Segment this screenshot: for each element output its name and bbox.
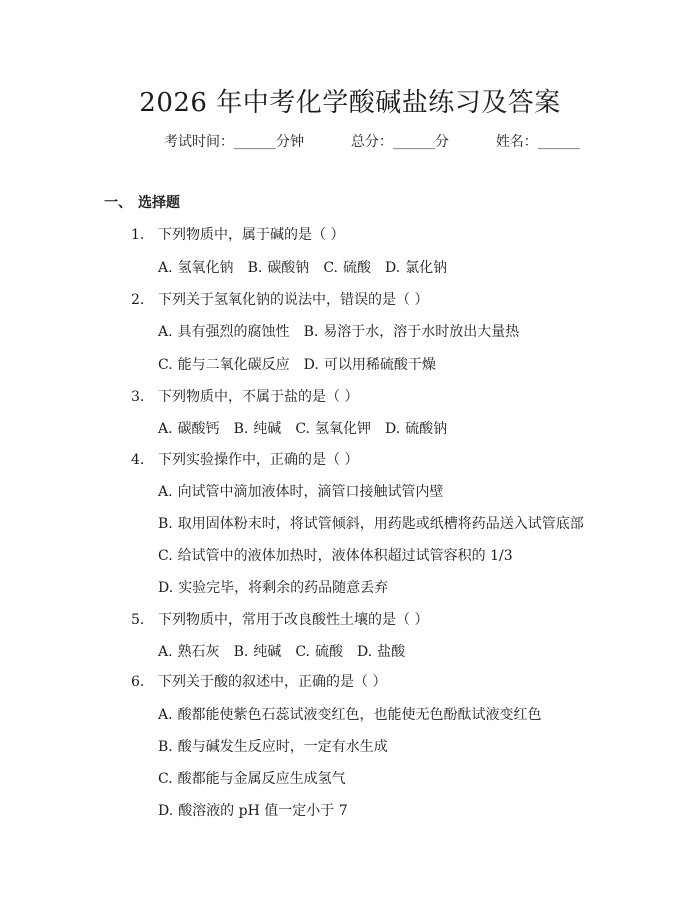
option-label: C. [295,644,310,660]
answer-option[interactable] [158,357,290,373]
option-label: C. [295,421,310,437]
option-row [158,321,519,341]
answer-option[interactable] [158,421,220,437]
exam-time-field: 考试时间：______分钟 [164,134,304,150]
section-heading [104,192,180,212]
option-label: C. [158,548,173,564]
option-text: 盐酸 [377,644,406,660]
option-label: A. [158,484,173,500]
option-text: 硫酸 [314,644,343,660]
option-text: 酸与碱发生反应时，一定有水生成 [177,739,388,755]
option-label: D. [158,803,174,819]
answer-option[interactable] [158,324,290,340]
question-stem [131,449,358,469]
answer-option[interactable] [158,484,444,500]
option-text: 酸都能使紫色石蕊试液变红色，也能使无色酚酞试液变红色 [177,707,542,723]
option-row [158,704,542,724]
option-row [158,641,405,661]
answer-option[interactable] [158,260,234,276]
option-text: 熟石灰 [177,644,220,660]
section-number: 一、 [104,195,132,211]
answer-option[interactable] [357,644,405,660]
option-label: D. [158,580,174,596]
question-text: 下列物质中，不属于盐的是（ ） [158,389,359,405]
option-text: 碳酸钙 [177,421,220,437]
student-name-field: 姓名：______ [495,134,580,150]
option-text: 可以用稀硫酸干燥 [323,357,436,373]
answer-option[interactable] [158,739,388,755]
option-label: D. [356,644,373,660]
option-text: 酸都能与金属反应生成氢气 [177,771,346,787]
option-label: B. [233,644,249,660]
question-number: 2. [131,292,145,308]
option-label: C. [323,260,338,276]
answer-option[interactable] [304,357,436,373]
answer-option[interactable] [234,421,282,437]
option-label: B. [247,260,263,276]
option-row [158,768,346,788]
option-text: 实验完毕，将剩余的药品随意丢弃 [178,580,389,596]
option-text: 酸溶液的 pH 值一定小于 7 [178,803,348,819]
answer-option[interactable] [295,644,343,660]
option-row [158,418,447,438]
section-title: 选择题 [138,195,180,211]
exam-info [164,131,580,151]
option-text: 取用固体粉末时，将试管倾斜，用药匙或纸槽将药品送入试管底部 [177,516,584,532]
question-number: 1. [131,227,145,243]
option-text: 氯化钠 [405,260,448,276]
option-text: 纯碱 [253,421,282,437]
option-text: 具有强烈的腐蚀性 [177,324,290,340]
option-row [158,257,447,277]
question-number: 5. [131,612,145,628]
question-text: 下列关于酸的叙述中，正确的是（ ） [158,674,387,690]
question-stem [131,671,386,691]
option-text: 碳酸钠 [267,260,310,276]
option-text: 硫酸钠 [405,421,448,437]
answer-option[interactable] [304,324,520,340]
option-text: 纯碱 [253,644,282,660]
question-number: 6. [131,674,145,690]
answer-option[interactable] [158,548,513,564]
answer-option[interactable] [323,260,371,276]
option-label: A. [158,644,173,660]
option-text: 氢氧化钾 [314,421,371,437]
option-text: 氢氧化钠 [177,260,234,276]
question-stem [131,386,358,406]
answer-option[interactable] [295,421,371,437]
question-stem [131,609,428,629]
option-label: A. [158,707,173,723]
option-label: A. [158,324,173,340]
answer-option[interactable] [158,644,220,660]
answer-option[interactable] [385,421,447,437]
option-label: A. [158,421,173,437]
option-label: D. [384,260,401,276]
total-score-field: 总分：______分 [350,134,449,150]
answer-option[interactable] [158,580,388,596]
answer-option[interactable] [385,260,447,276]
question-stem [131,289,428,309]
answer-option[interactable] [158,803,348,819]
option-text: 能与二氧化碳反应 [177,357,290,373]
option-text: 易溶于水，溶于水时放出大量热 [323,324,520,340]
option-row [158,513,584,533]
page-title: 2026 年中考化学酸碱盐练习及答案 [139,88,561,118]
answer-option[interactable] [234,644,282,660]
option-text: 硫酸 [342,260,371,276]
option-text: 向试管中滴加液体时，滴管口接触试管内壁 [177,484,444,500]
option-row [158,800,348,820]
option-label: A. [158,260,173,276]
question-text: 下列物质中，常用于改良酸性土壤的是（ ） [158,612,429,628]
answer-option[interactable] [158,707,542,723]
option-row [158,577,388,597]
option-text: 给试管中的液体加热时，液体体积超过试管容积的 1/3 [177,548,513,564]
answer-option[interactable] [158,771,346,787]
option-label: D. [303,357,319,373]
question-number: 3. [131,389,145,405]
option-row [158,481,444,501]
option-label: B. [303,324,319,340]
answer-option[interactable] [248,260,310,276]
option-label: C. [158,357,173,373]
option-row [158,354,436,374]
question-number: 4. [131,452,145,468]
question-text: 下列物质中，属于碱的是（ ） [158,227,345,243]
option-label: B. [158,739,173,755]
option-label: C. [158,771,173,787]
question-text: 下列实验操作中，正确的是（ ） [158,452,359,468]
question-stem [131,224,344,244]
option-row [158,545,513,565]
option-label: D. [384,421,401,437]
option-label: B. [158,516,173,532]
answer-option[interactable] [158,516,584,532]
option-row [158,736,388,756]
question-text: 下列关于氢氧化钠的说法中，错误的是（ ） [158,292,429,308]
option-label: B. [233,421,249,437]
